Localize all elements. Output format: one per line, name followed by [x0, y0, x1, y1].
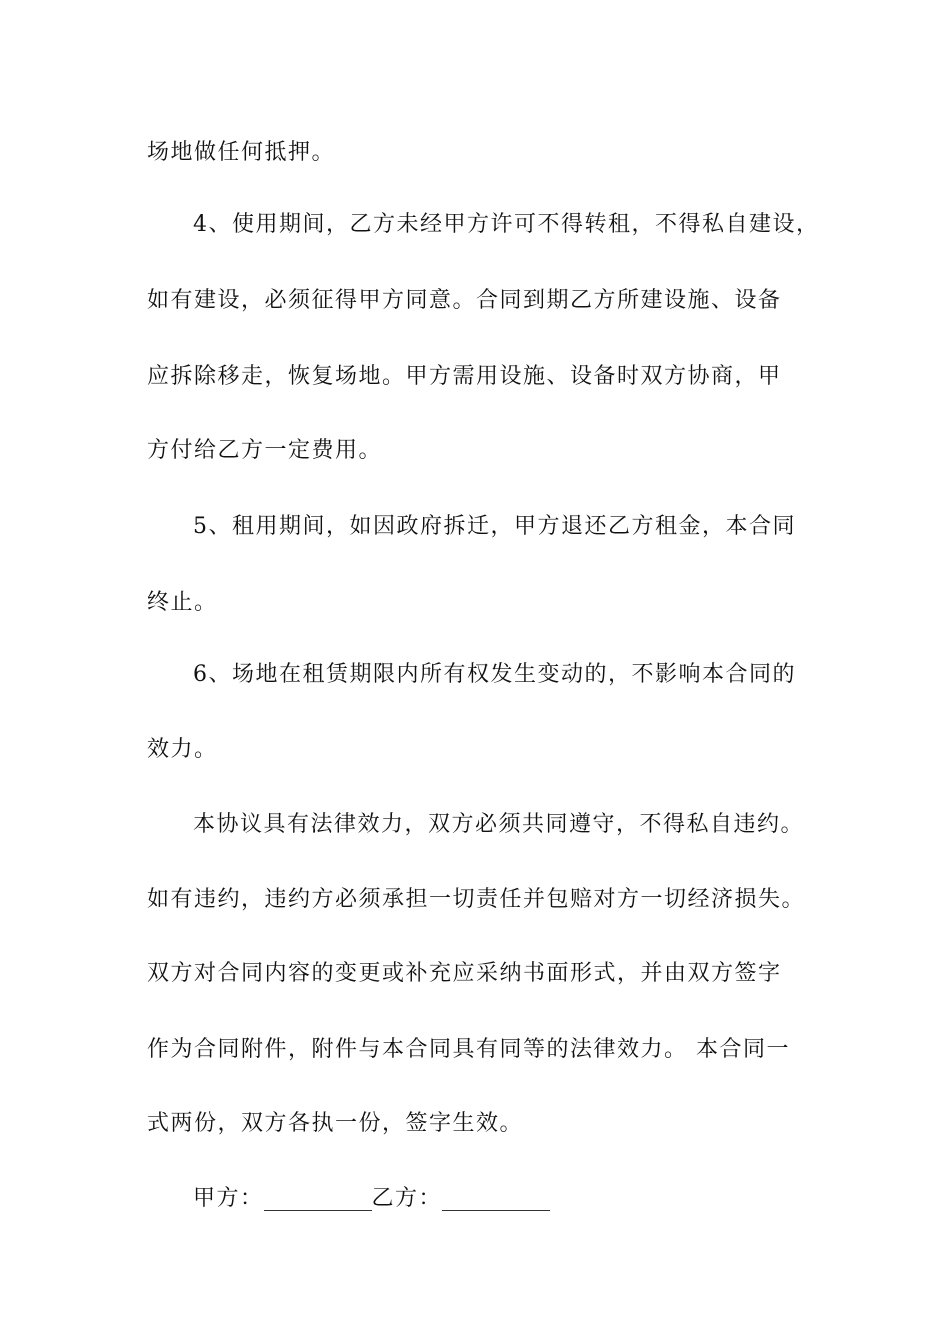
clause-6-line-1: 6、场地在租赁期限内所有权发生变动的，不影响本合同的 — [193, 662, 796, 687]
party-a-label: 甲方： — [193, 1186, 264, 1211]
agreement-paragraph-line-1: 本协议具有法律效力，双方必须共同遵守，不得私自违约。 — [193, 812, 805, 837]
text-line: 方付给乙方一定费用。 — [147, 438, 383, 463]
text-line: 如有建设，必须征得甲方同意。合同到期乙方所建设施、设备 — [147, 288, 782, 313]
text-line: 如有违约，违约方必须承担一切责任并包赔对方一切经济损失。 — [147, 887, 806, 912]
text-line: 应拆除移走，恢复场地。甲方需用设施、设备时双方协商，甲 — [147, 364, 782, 389]
signature-line — [193, 1184, 550, 1214]
clause-5-line-1: 5、租用期间，如因政府拆迁，甲方退还乙方租金，本合同 — [193, 514, 796, 539]
text-line: 效力。 — [147, 737, 218, 762]
text-line: 作为合同附件，附件与本合同具有同等的法律效力。 本合同一 — [147, 1037, 790, 1062]
party-b-signature-blank — [442, 1188, 550, 1211]
text-line: 场地做任何抵押。 — [147, 140, 336, 165]
party-a-signature-blank — [264, 1188, 372, 1211]
party-b-label: 乙方： — [371, 1186, 443, 1211]
text-line: 终止。 — [147, 590, 218, 615]
text-line: 式两份，双方各执一份，签字生效。 — [147, 1111, 524, 1136]
text-line: 双方对合同内容的变更或补充应采纳书面形式，并由双方签字 — [147, 961, 782, 986]
clause-4-line-1: 4、使用期间，乙方未经甲方许可不得转租，不得私自建设， — [193, 212, 820, 237]
